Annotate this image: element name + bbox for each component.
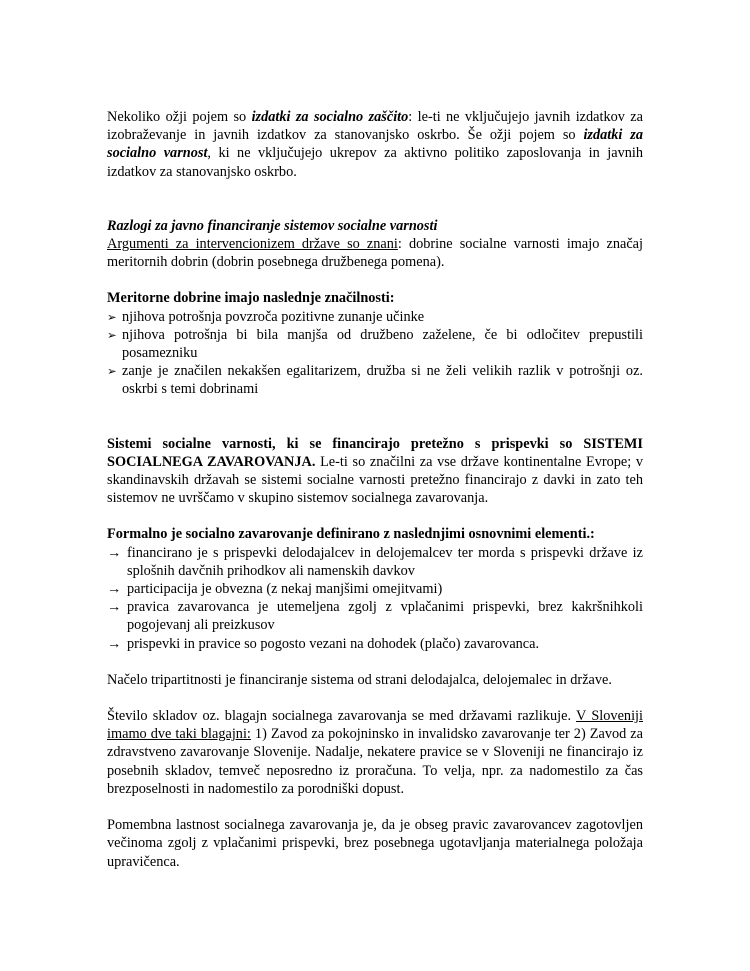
systems-paragraph [107,435,643,508]
list-item-text: financirano je s prispevki delodajalcev in delojemalcev ter morda s prispevki države iz splošnih davčnih prihodkov ali namenskih davkov [127,544,643,579]
intro-text-part3: , ki ne vključujejo ukrepov za aktivno politiko zaposlovanja in javnih izdatkov za stanovanjsko oskrbo. [107,145,643,180]
list-item-text: njihova potrošnja bi bila manjša od družbeno zaželene, če bi odločitev prepustili posamezniku [122,326,643,362]
chevron-right-bullet-icon: ➢ [107,327,117,342]
list-item-text: zanje je značilen nekakšen egalitarizem, družba si ne želi velikih razlik v potrošnji oz. oskrbi s temi dobrinami [122,363,643,398]
list-item [107,308,643,326]
list-item [107,598,643,634]
intro-text-part2: : le-ti ne vključujejo javnih izdatkov za izobraževanje in javnih izdatkov za stanovanjsko oskrbo. Še ožji pojem so [107,109,643,144]
tripartite-paragraph: Načelo tripartitnosti je financiranje sistema od strani delodajalca, delojemalec in države. [107,671,612,688]
elements-heading: Formalno je socialno zavarovanje definirano z naslednjimi osnovnimi elementi.: [107,526,595,543]
spacer [107,271,643,289]
reasons-lead-paragraph [107,235,643,271]
right-arrow-bullet-icon: → [107,581,122,598]
important-property-paragraph: Pomembna lastnost socialnega zavarovanja je, da je obseg pravic zavarovancev zagotovljen večinoma zgolj z vplačanimi prispevki, brez posebnega ugotavljanja materialnega položaja upravičenca. [107,817,643,870]
spacer [107,181,643,217]
systems-rest: Le-ti so značilni za vse države kontinentalne Evrope; v skandinavskih državah se sistemi socialne varnosti pretežno financirajo z davki in zato teh sistemov ne uvrščamo v skupino sistemov socialnega zavarovanja. [107,453,644,507]
right-arrow-bullet-icon: → [107,635,122,652]
reasons-lead-rest: : dobrine socialne varnosti imajo značaj meritornih dobrin (dobrin posebnega družbenega pomena). [107,236,643,271]
merit-goods-heading: Meritorne dobrine imajo naslednje značilnosti: [107,290,395,307]
spacer [107,399,643,435]
spacer [107,507,643,525]
intro-emphasis-two: izdatki za socialno varnost [107,127,643,162]
intro-paragraph [107,108,643,181]
systems-bold-lead: Sistemi socialne varnosti, ki se financirajo pretežno s prispevki so SISTEMI SOCIALNEGA ZAVAROVANJA. [107,435,643,470]
funds-underlined-phrase: V Sloveniji imamo dve taki blagajni: [107,708,643,743]
elements-list [107,544,643,653]
chevron-right-bullet-icon: ➢ [107,309,117,324]
reasons-underlined-lead: Argumenti za intervencionizem države so znani [107,236,398,253]
list-item [107,580,643,598]
spacer [107,798,643,816]
right-arrow-bullet-icon: → [107,599,122,616]
list-item-text: participacija je obvezna (z nekaj manjšimi omejitvami) [127,581,443,598]
merit-goods-list [107,308,643,399]
chevron-right-bullet-icon: ➢ [107,364,117,379]
list-item-text: prispevki in pravice so pogosto vezani na dohodek (plačo) zavarovanca. [127,635,540,652]
list-item-text: pravica zavarovanca je utemeljena zgolj z vplačanimi prispevki, brez kakršnihkoli pogojevanj ali preizkusov [127,599,643,634]
intro-text-part1: Nekoliko ožji pojem so [107,109,252,125]
intro-emphasis-one: izdatki za socialno zaščito [251,109,409,125]
list-item-text: njihova potrošnja povzroča pozitivne zunanje učinke [122,308,425,325]
list-item [107,544,643,580]
funds-text-part1: Število skladov oz. blagajn socialnega zavarovanja se med državami razlikuje. [107,708,577,725]
funds-text-part2: 1) Zavod za pokojninsko in invalidsko zavarovanje ter 2) Zavod za zdravstveno zavarovanje Slovenije. Nadalje, nekatere pravice se v Sloveniji ne financirajo iz posebnih skladov, temveč neposredno iz proračuna. To velja, npr. za nadomestilo za čas brezposelnosti in nadomestilo za porodniški dopust. [107,726,643,797]
list-item [107,635,643,653]
list-item [107,326,643,362]
list-item [107,362,643,398]
spacer [107,653,643,671]
funds-paragraph [107,707,643,798]
right-arrow-bullet-icon: → [107,544,122,561]
spacer [107,689,643,707]
document-body [107,108,643,871]
reasons-heading: Razlogi za javno financiranje sistemov socialne varnosti [107,217,438,234]
